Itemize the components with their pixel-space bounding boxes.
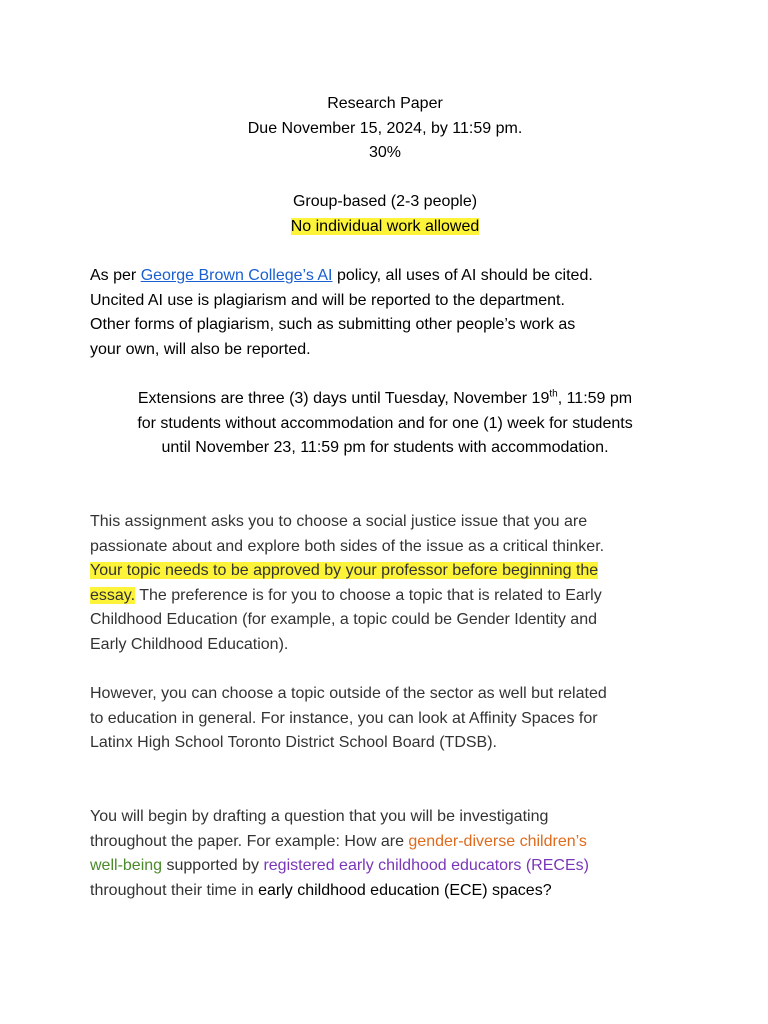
policy-line-1 (90, 264, 680, 289)
body-p1-line-1: This assignment asks you to choose a social justice issue that you are (90, 513, 588, 531)
approval-highlight: essay. (90, 586, 136, 604)
body-p2-line-3: Latinx High School Toronto District School Board (TDSB). (90, 734, 497, 752)
term-ece-spaces: early childhood education (ECE) spaces? (258, 882, 552, 899)
body-p1-line-4 (90, 584, 680, 609)
policy-text: policy, all uses of AI should be cited. (332, 267, 593, 285)
body-text: The preference is for you to choose a topic that is related to Early (135, 586, 602, 604)
policy-line-4: your own, will also be reported. (90, 340, 311, 358)
body-p1-line-6: Early Childhood Education). (90, 636, 289, 654)
no-individual-note (90, 215, 680, 240)
body-text: throughout the paper. For example: How are (90, 832, 409, 850)
policy-text: As per (90, 267, 141, 285)
body-p1-line-5: Childhood Education (for example, a topic could be Gender Identity and (90, 611, 597, 629)
ordinal-suffix: th (549, 388, 558, 400)
term-reces: registered early childhood educators (RECEs) (263, 857, 589, 875)
no-individual-highlight: No individual work allowed (290, 217, 480, 235)
body-text: supported by (162, 857, 264, 875)
body-p2-line-1: However, you can choose a topic outside of the sector as well but related (90, 685, 607, 703)
term-well-being: well-being (90, 857, 163, 875)
term-gender-diverse: gender-diverse children’s (408, 832, 587, 850)
group-size: Group-based (2-3 people) (292, 193, 478, 211)
grade-weight: 30% (368, 144, 402, 162)
extension-line-1 (90, 387, 680, 412)
body-p2-line-2: to education in general. For instance, you can look at Affinity Spaces for (90, 709, 598, 727)
ai-policy-link[interactable]: George Brown College’s AI (140, 267, 333, 285)
extension-text: Extensions are three (3) days until Tuesday, November 19 (137, 390, 550, 408)
extension-line-3: until November 23, 11:59 pm for students with accommodation. (161, 439, 609, 457)
policy-line-2: Uncited AI use is plagiarism and will be reported to the department. (90, 291, 565, 309)
body-p1-line-3 (90, 559, 680, 584)
extension-line-2: for students without accommodation and for one (1) week for students (137, 414, 633, 432)
body-p3-line-2 (90, 830, 680, 855)
body-p3-line-4 (90, 879, 680, 904)
extension-text: , 11:59 pm (557, 390, 633, 408)
approval-highlight: Your topic needs to be approved by your professor before beginning the (90, 562, 599, 580)
document-page (90, 92, 680, 904)
policy-line-3: Other forms of plagiarism, such as submitting other people’s work as (90, 316, 576, 334)
body-text: throughout their time in (90, 882, 259, 899)
body-p1-line-2: passionate about and explore both sides of the issue as a critical thinker. (90, 537, 605, 555)
due-date: Due November 15, 2024, by 11:59 pm. (247, 119, 523, 137)
doc-title: Research Paper (327, 95, 443, 112)
body-p3-line-3 (90, 854, 680, 879)
body-p3-line-1: You will begin by drafting a question that you will be investigating (90, 808, 549, 826)
